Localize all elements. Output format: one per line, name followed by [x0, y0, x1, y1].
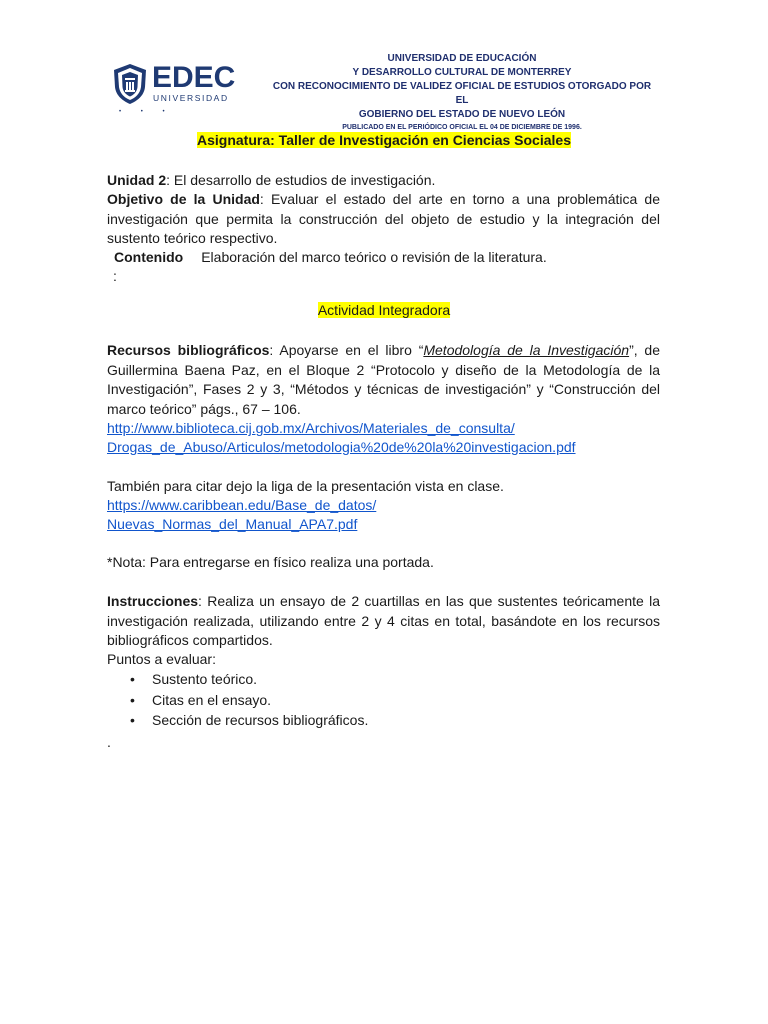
instructions-paragraph: [107, 592, 660, 651]
university-line: CON RECONOCIMIENTO DE VALIDEZ OFICIAL DE ESTUDIOS OTORGADO POR EL: [272, 81, 652, 106]
resources-link-part-1[interactable]: http://www.biblioteca.cij.gob.mx/Archivos/Materiales_de_consulta/: [107, 420, 515, 436]
evaluation-list: [130, 669, 368, 731]
citation-link-line-1[interactable]: [107, 496, 376, 516]
edec-logo: [112, 60, 236, 114]
logo-text: EDEC: [152, 61, 236, 94]
citation-text: También para citar dejo la liga de la presentación vista en clase.: [107, 478, 504, 494]
unit-label: Unidad 2: [107, 172, 167, 188]
trailing-dot: .: [107, 734, 111, 750]
activity-title: [0, 302, 768, 318]
resources-link-part-2[interactable]: Drogas_de_Abuso/Articulos/metodologia%20de%20la%20investigacion.pdf: [107, 439, 576, 455]
resources-link-line-2[interactable]: [107, 438, 576, 458]
subject-title: [0, 132, 768, 148]
objective-paragraph: [107, 190, 660, 249]
note-text: *Nota: Para entregarse en físico realiza una portada.: [107, 554, 434, 570]
citation-link-line-2[interactable]: [107, 515, 357, 535]
content-colon: :: [113, 268, 117, 284]
university-heading: [272, 52, 652, 133]
instructions-label: Instrucciones: [107, 593, 199, 609]
unit-line: [107, 171, 435, 191]
list-item: • Sección de recursos bibliográficos.: [130, 710, 368, 731]
logo-subtext: UNIVERSIDAD: [153, 93, 229, 103]
objective-text: : Evaluar el estado del arte en torno a una problemática de investigación que permita la construcción del objeto de estudio y la integración del sustento teórico respectivo.: [107, 191, 661, 246]
content-line: [114, 248, 547, 268]
objective-label: Objetivo de la Unidad: [107, 191, 260, 207]
citation-link-part-1[interactable]: https://www.caribbean.edu/Base_de_datos/: [107, 497, 377, 513]
content-text: Elaboración del marco teórico o revisión de la literatura.: [201, 249, 547, 265]
unit-text: : El desarrollo de estudios de investigación.: [166, 172, 436, 188]
logo-dots: • • •: [119, 109, 174, 115]
shield-icon: [112, 63, 148, 105]
content-label: Contenido: [114, 249, 184, 265]
resources-label: Recursos bibliográficos: [107, 342, 270, 358]
resources-paragraph: [107, 341, 660, 419]
activity-title-text: Actividad Integradora: [317, 302, 451, 318]
instructions-text: : Realiza un ensayo de 2 cuartillas en las que sustentes teóricamente la investigación realizada, utilizando entre 2 y 4 citas en total, basándote en los recursos bibliográficos compartidos.: [107, 593, 660, 648]
university-line: UNIVERSIDAD DE EDUCACIÓN: [387, 53, 537, 64]
resources-intro: : Apoyarse en el libro “: [269, 342, 424, 358]
citation-link-part-2[interactable]: Nuevas_Normas_del_Manual_APA7.pdf: [107, 516, 358, 532]
list-item: • Sustento teórico.: [130, 669, 368, 690]
book-title: Metodología de la Investigación: [423, 342, 630, 358]
resources-text: ”, de Guillermina Baena Paz, en el Bloque 2 “Protocolo y diseño de la Metodología de la Investigación”, Fases 2 y 3, “Métodos y técnicas de investigación” y “Construcción del marco teórico” págs., 67 – 106.: [107, 342, 661, 417]
university-line: GOBIERNO DEL ESTADO DE NUEVO LEÓN: [358, 109, 566, 120]
subject-title-text: Asignatura: Taller de Investigación en Ciencias Sociales: [197, 132, 571, 148]
university-line: Y DESARROLLO CULTURAL DE MONTERREY: [352, 67, 572, 78]
evaluation-title: Puntos a evaluar:: [107, 651, 216, 667]
publication-note: PUBLICADO EN EL PERIÓDICO OFICIAL EL 04 DE DICIEMBRE DE 1996.: [342, 124, 582, 131]
list-item: • Citas en el ensayo.: [130, 690, 368, 711]
resources-link-line-1[interactable]: [107, 419, 515, 439]
